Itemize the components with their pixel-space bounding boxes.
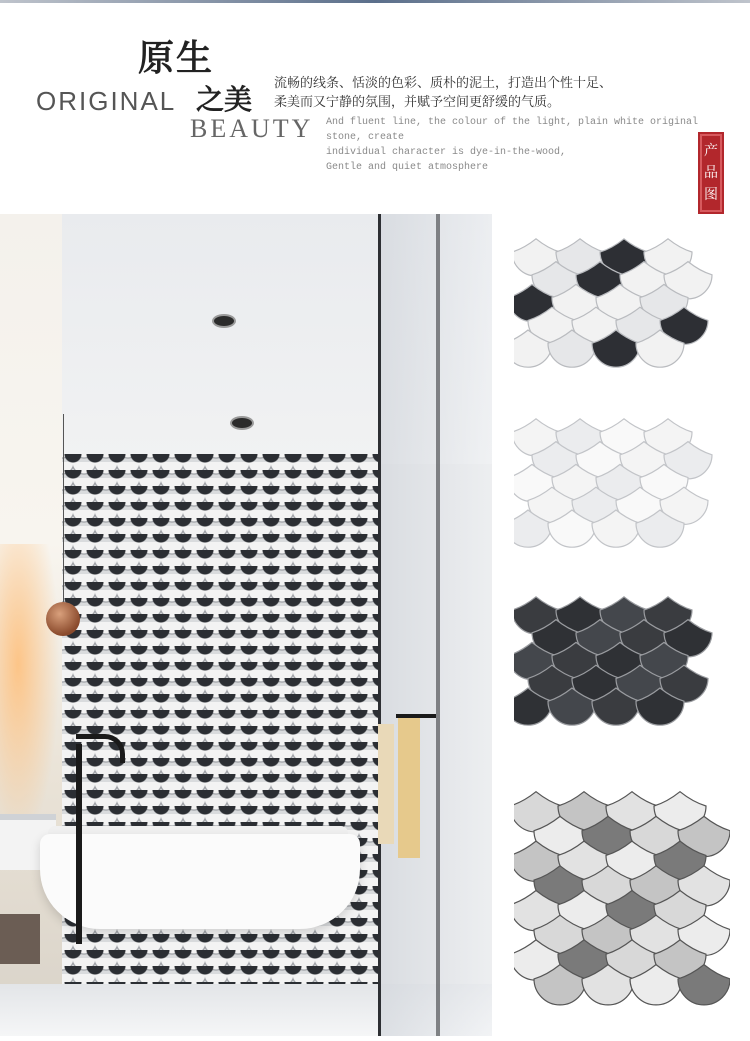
top-divider (0, 0, 750, 3)
product-panel-black-white-mix (514, 232, 730, 392)
tile-sheet-patterned (514, 786, 730, 1022)
towel (398, 718, 420, 858)
title-beauty: BEAUTY (190, 114, 314, 143)
seal-char-2: 品 (704, 165, 718, 181)
warm-light-glow (0, 544, 60, 844)
vanity-cabinet (0, 914, 40, 964)
title-chinese-beauty: 之美 (196, 83, 253, 116)
title-chinese: 原生 (138, 38, 215, 79)
title-original: ORIGINAL (36, 86, 177, 116)
pendant-lamp-icon (46, 602, 80, 636)
floor-faucet-icon (76, 744, 82, 944)
product-panel-patterned-gray (514, 786, 730, 1022)
product-panel-black-marble (514, 590, 730, 750)
description-chinese-line-1: 流畅的线条、恬淡的色彩、质朴的泥土，打造出个性十足、 (274, 76, 613, 91)
description-english (326, 115, 736, 175)
description-english-line-1: And fluent line, the colour of the light, plain white original stone, create (326, 117, 699, 143)
downlight-icon (230, 416, 254, 430)
glass-frame (436, 214, 440, 1036)
product-image-seal (698, 132, 724, 214)
towel (378, 724, 394, 844)
glass-shower-partition (378, 214, 492, 1036)
product-panel-white-marble (514, 412, 730, 562)
pendant-wire (63, 414, 64, 604)
faucet-spout-icon (76, 734, 125, 763)
tile-sheet-black-marble (514, 590, 730, 750)
seal-char-1: 产 (704, 143, 718, 159)
tile-sheet-black-white (514, 232, 730, 392)
description-chinese-line-2: 柔美而又宁静的氛围，并赋予空间更舒缓的气质。 (274, 95, 561, 110)
description-chinese (274, 74, 734, 112)
bathtub (40, 834, 360, 929)
description-english-line-3: Gentle and quiet atmosphere (326, 162, 489, 173)
bathroom-scene-image (0, 214, 492, 1036)
downlight-icon (212, 314, 236, 328)
tile-sheet-white-marble (514, 412, 730, 562)
description-english-line-2: individual character is dye-in-the-wood, (326, 147, 567, 158)
seal-char-3: 图 (704, 187, 718, 203)
